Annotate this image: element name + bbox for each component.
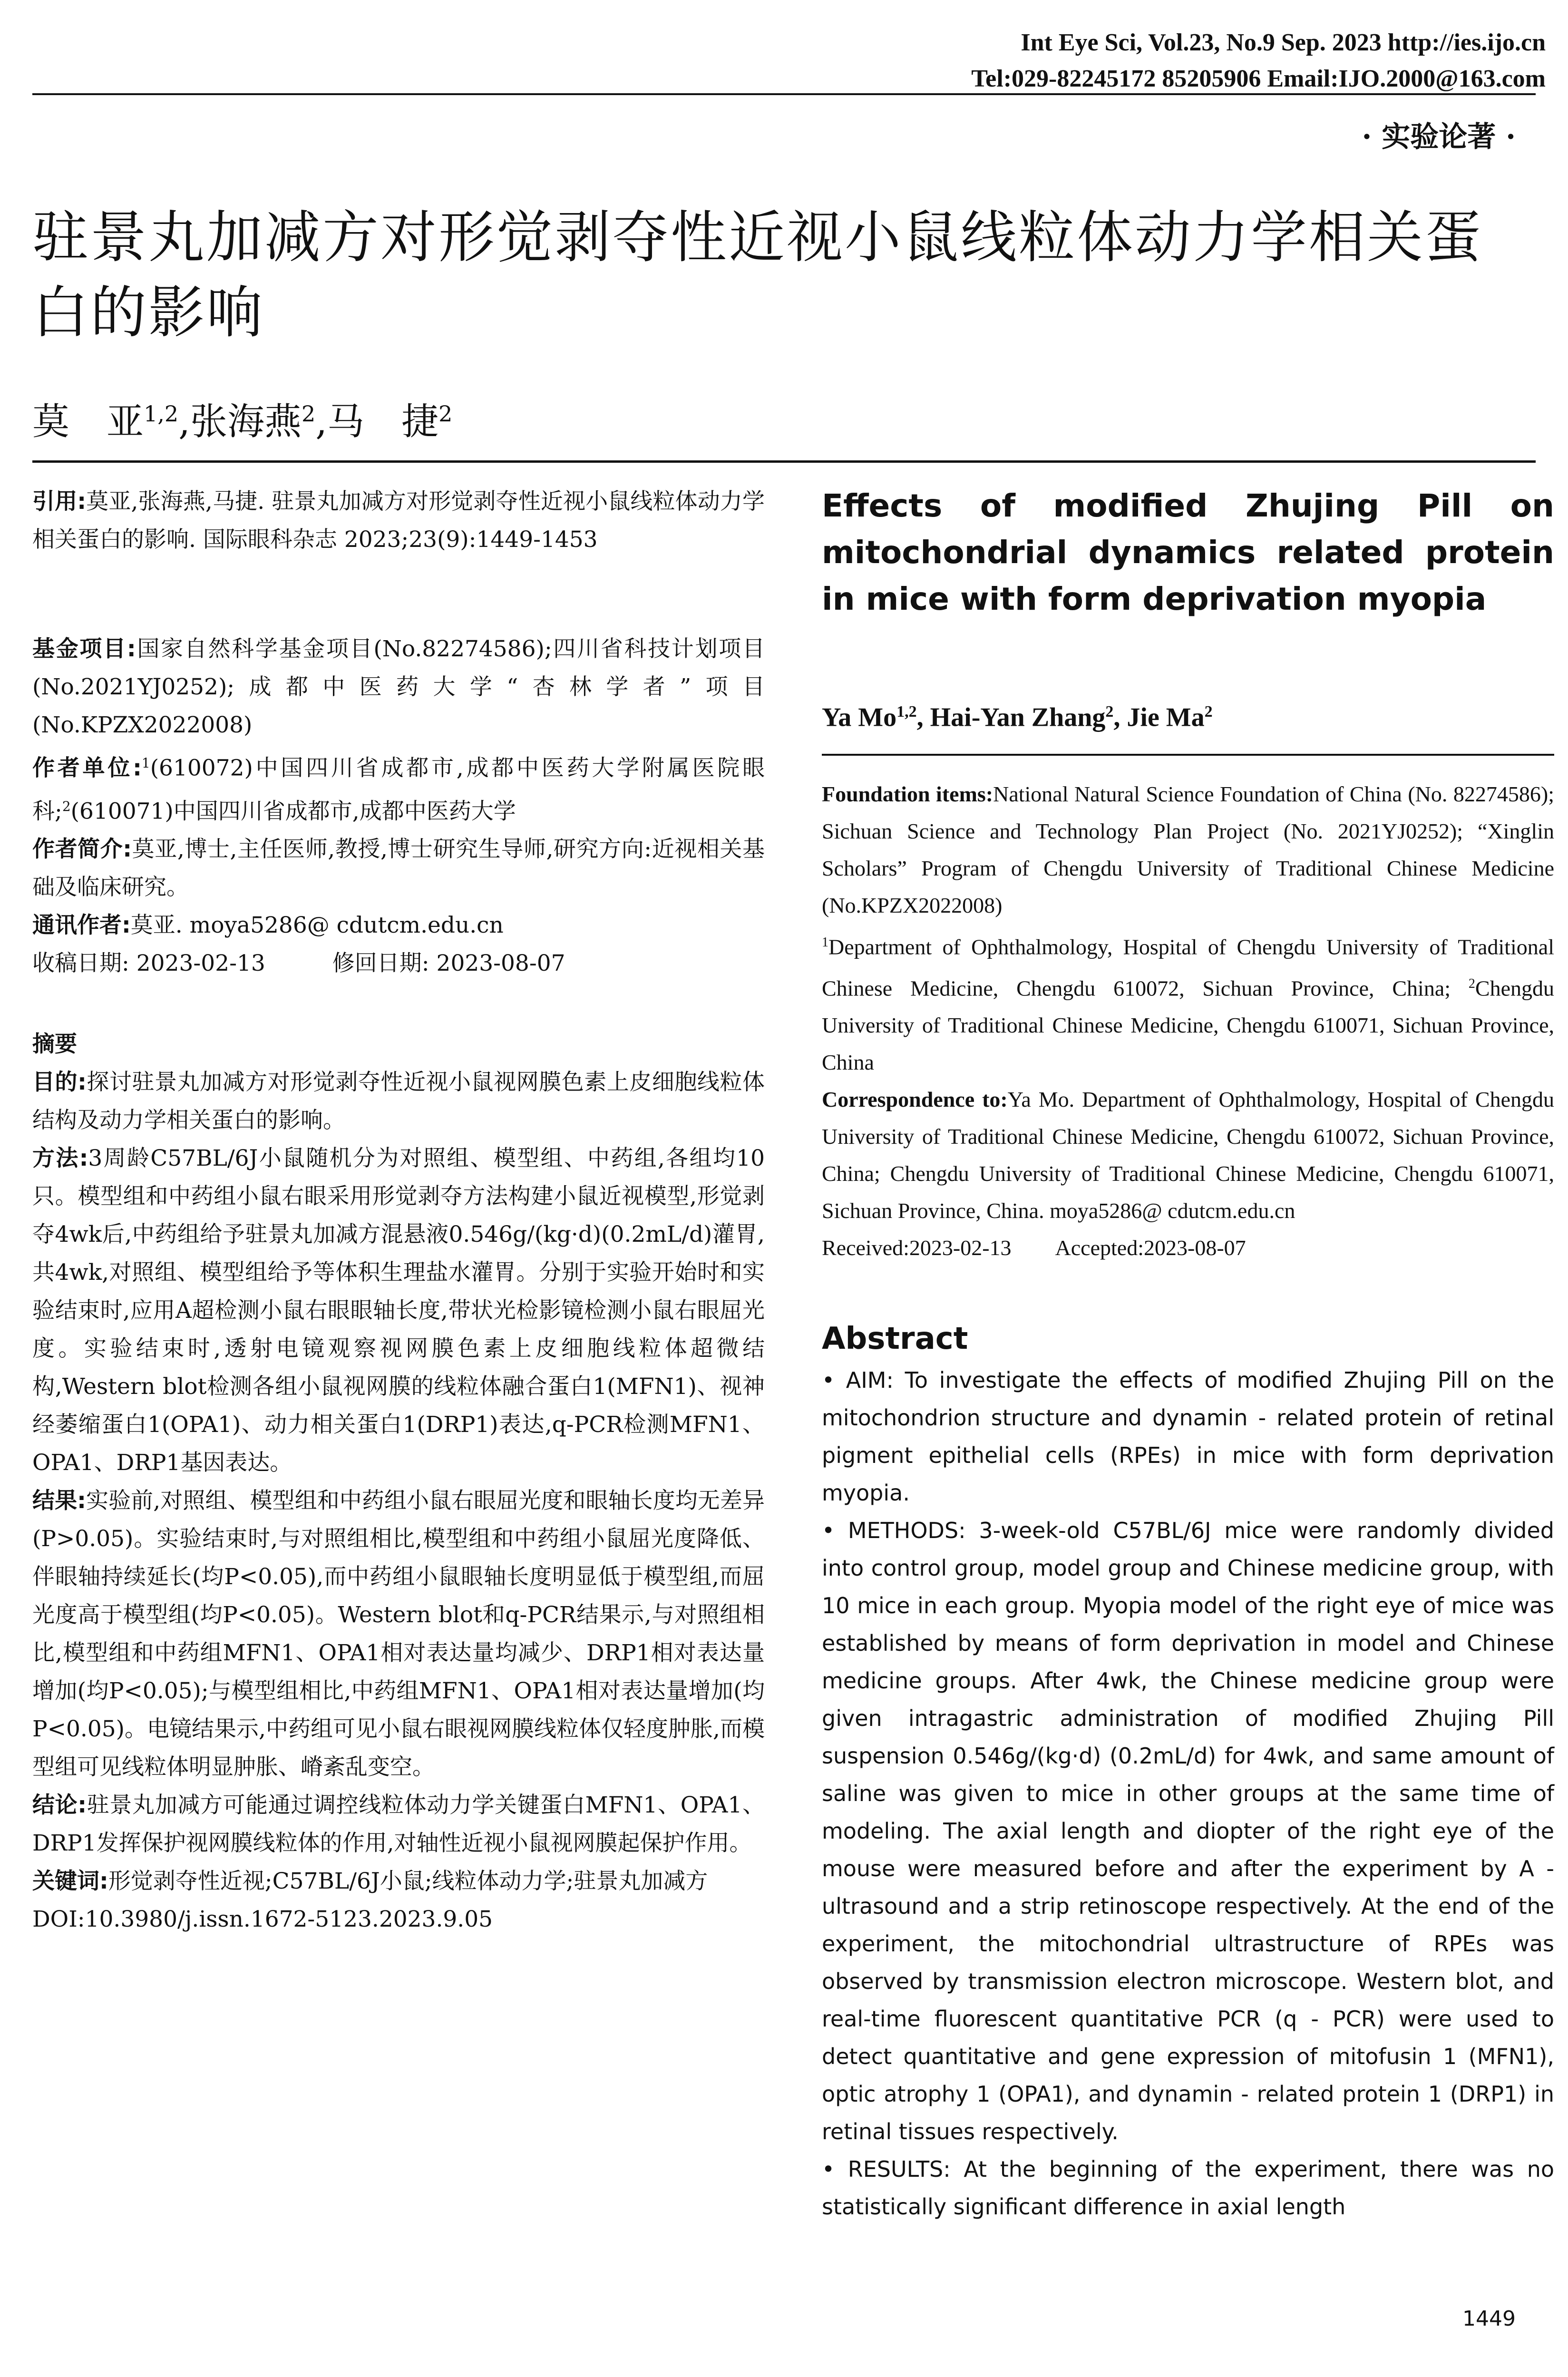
methods-label: 方法: [32, 1145, 88, 1172]
results-en: • RESULTS: At the beginning of the experiment, there was no statistically significant difference in axial length [822, 2156, 1554, 2220]
bio-text: 莫亚,博士,主任医师,教授,博士研究生导师,研究方向:近视相关基础及临床研究。 [32, 836, 765, 901]
fund-label: 基金项目: [32, 636, 136, 662]
fund [32, 630, 765, 744]
journal-header [571, 25, 1546, 97]
correspondence-text: Ya Mo. Department of Ophthalmology, Hospital of Chengdu University of Traditional Chinese Medicine, Chengdu 610072, Sichuan Province, China; Chengdu University of Traditional Chinese Medicine, Chengdu 610071, Sichuan Province, China. moya5286@ cdutcm.edu.cn [822, 1087, 1554, 1223]
unit: 作者单位:$^1$(610072)中国四川省成都市,成都中医药大学附属医院眼科;$^2$(610071)中国四川省成都市,成都中医药大学 [32, 755, 765, 825]
abstract-en [822, 1362, 1554, 2226]
header-line-1: Int Eye Sci, Vol.23, No.9 Sep. 2023 http://ies.ijo.cn [1021, 29, 1546, 56]
affiliations-en: $^1$Department of Ophthalmology, Hospital of Chengdu University of Traditional Chinese Medicine, Chengdu 610072, Sichuan Province, China; $^2$Chengdu University of Traditional Chinese Medicine, Chengdu 610071, Sichuan Province, China [822, 934, 1554, 1075]
keywords-label: 关键词: [32, 1868, 108, 1895]
corr-label: 通讯作者: [32, 912, 131, 939]
conclusion-label: 结论: [32, 1792, 87, 1819]
author-aff-en: 1,2 [896, 703, 917, 721]
author-name-en: Jie Ma [1127, 702, 1205, 732]
author-name-en: Hai-Yan Zhang [930, 702, 1106, 732]
author-aff-en: 2 [1204, 703, 1213, 721]
author-aff-en: 2 [1105, 703, 1114, 721]
accepted-en: Accepted:2023-08-07 [1055, 1236, 1246, 1260]
corr-text: 莫亚. moya5286@ cdutcm.edu.cn [130, 912, 504, 939]
header-rule [32, 93, 1536, 95]
fund-text: 国家自然科学基金项目(No.82274586);四川省科技计划项目(No.2021YJ0252);成都中医药大学“杏林学者”项目(No.KPZX2022008) [32, 636, 765, 738]
right-column [822, 483, 1554, 2226]
received-zh: 收稿日期: 2023-02-13 [32, 950, 265, 977]
left-column [32, 483, 765, 1939]
author-name: 莫 亚 [32, 400, 144, 443]
bio [32, 830, 765, 906]
citation-text: 莫亚,张海燕,马捷. 驻景丸加减方对形觉剥夺性近视小鼠线粒体动力学相关蛋白的影响. 国际眼科杂志 2023;23(9):1449-1453 [32, 488, 765, 553]
title-zh: 驻景丸加减方对形觉剥夺性近视小鼠线粒体动力学相关蛋白的影响 [32, 205, 1483, 345]
methods-text: 3周龄C57BL/6J小鼠随机分为对照组、模型组、中药组,各组均10只。模型组和中药组小鼠右眼采用形觉剥夺方法构建小鼠近视模型,形觉剥夺4wk后,中药组给予驻景丸加减方混悬液0.546g/(kg·d)(0.2mL/d)灌胃,共4wk,对照组、模型组给予等体积生理盐水灌胃。分别于实验开始时和实验结束时,应用A超检测小鼠右眼眼轴长度,带状光检影镜检测小鼠右眼屈光度。实验结束时,透射电镜观察视网膜色素上皮细胞线粒体超微结构,Western blot检测各组小鼠视网膜的线粒体融合蛋白1(MFN1)、视神经萎缩蛋白1(OPA1)、动力相关蛋白1(DRP1)表达,q-PCR检测MFN1、OPA1、DRP1基因表达。 [32, 1145, 765, 1476]
author-aff: 2 [301, 401, 316, 427]
citation-label: 引用: [32, 488, 87, 515]
bio-label: 作者简介: [32, 836, 132, 863]
keywords-zh [32, 1862, 765, 1900]
results-label: 结果: [32, 1488, 86, 1514]
aff-1-en: Department of Ophthalmology, Hospital of Chengdu University of Traditional Chinese Medicine, Chengdu 610072, Sichuan Province, China; [822, 934, 1554, 1001]
title-en: Effects of modified Zhujing Pill on mitochondrial dynamics related protein in mice with form deprivation myopia [822, 487, 1554, 617]
correspondence-label: Correspondence to: [822, 1087, 1008, 1112]
main-rule [32, 460, 1536, 463]
unit-label: 作者单位: [32, 755, 142, 781]
keywords-text: 形觉剥夺性近视;C57BL/6J小鼠;线粒体动力学;驻景丸加减方 [108, 1868, 708, 1895]
abstract-heading-zh: 摘要 [32, 1031, 77, 1058]
foundation-en [822, 776, 1554, 924]
conclusion-text: 驻景丸加减方可能通过调控线粒体动力学关键蛋白MFN1、OPA1、DRP1发挥保护视网膜线粒体的作用,对轴性近视小鼠视网膜起保护作用。 [32, 1792, 765, 1857]
received-en: Received:2023-02-13 [822, 1236, 1012, 1260]
author-name: 马 捷 [327, 400, 439, 443]
abstract-heading-en: Abstract [822, 1321, 968, 1357]
correspondence-zh [32, 906, 765, 945]
results-text: 实验前,对照组、模型组和中药组小鼠右眼屈光度和眼轴长度均无差异(P>0.05)。实验结束时,与对照组相比,模型组和中药组小鼠屈光度降低、伴眼轴持续延长(均P<0.05),而中药组小鼠眼轴长度明显低于模型组,而屈光度高于模型组(均P<0.05)。Western blot和q-PCR结果示,与对照组相比,模型组和中药组MFN1、OPA1相对表达量均减少、DRP1相对表达量增加(均P<0.05);与模型组相比,中药组MFN1、OPA1相对表达量增加(均P<0.05)。电镜结果示,中药组可见小鼠右眼视网膜线粒体仅轻度肿胀,而模型组可见线粒体明显肿胀、嵴紊乱变空。 [32, 1488, 765, 1781]
correspondence-en [822, 1081, 1554, 1229]
section-tag: · 实验论著 · [1362, 120, 1516, 154]
header-line-2: Tel:029-82245172 85205906 Email:IJO.2000@163.com [971, 65, 1546, 92]
foundation-label: Foundation items: [822, 781, 993, 806]
aim-zh [32, 1063, 765, 1140]
author-name: 张海燕 [190, 400, 302, 443]
methods-zh [32, 1140, 765, 1482]
aim-text: 探讨驻景丸加减方对形觉剥夺性近视小鼠视网膜色素上皮细胞线粒体结构及动力学相关蛋白的影响。 [32, 1069, 765, 1134]
authors-zh: 莫 亚$^{1,2}$,张海燕$^2$,马 捷$^2$ [32, 400, 453, 443]
aim-en: • AIM: To investigate the effects of modified Zhujing Pill on the mitochondrion structure and dynamin - related protein of retinal pigment epithelial cells (RPEs) in mice with form deprivation myopia. [822, 1367, 1554, 1506]
authors-en: Ya Mo$^{1,2}$, Hai-Yan Zhang$^2$, Jie Ma$^2$ [822, 702, 1213, 732]
unit-1: (610072)中国四川省成都市,成都中医药大学附属医院眼科; [32, 755, 765, 825]
doi: DOI:10.3980/j.issn.1672-5123.2023.9.05 [32, 1906, 493, 1933]
author-name-en: Ya Mo [822, 702, 897, 732]
methods-en: • METHODS: 3-week-old C57BL/6J mice were randomly divided into control group, model group and Chinese medicine group, with 10 mice in each group. Myopia model of the right eye of mice was established by means of form deprivation in model and Chinese medicine groups. After 4wk, the Chinese medicine group were given intragastric administration of modified Zhujing Pill suspension 0.546g/(kg·d) (0.2mL/d) for 4wk, and same amount of saline was given to mice in other groups at the same time of modeling. The axial length and diopter of the right eye of the mouse were measured before and after the experiment by A - ultrasound and a strip retinoscope respectively. At the end of the experiment, the mitochondrial ultrastructure of RPEs was observed by transmission electron microscope. Western blot, and real-time fluorescent quantitative PCR (q - PCR) were used to detect quantitative and gene expression of mitofusin 1 (MFN1), optic atrophy 1 (OPA1), and dynamin - related protein 1 (DRP1) in retinal tissues respectively. [822, 1518, 1554, 2145]
english-rule [822, 754, 1554, 756]
author-aff: 2 [438, 401, 453, 427]
conclusion-zh [32, 1786, 765, 1862]
citation [32, 483, 765, 559]
page-number: 1449 [1462, 2307, 1516, 2331]
aim-label: 目的: [32, 1069, 87, 1096]
front-info-en [822, 776, 1554, 1267]
accepted-zh: 修回日期: 2023-08-07 [332, 950, 565, 977]
aff-2-en: Chengdu University of Traditional Chinese Medicine, Chengdu 610071, Sichuan Province, China [822, 976, 1554, 1075]
author-aff: 1,2 [144, 401, 179, 427]
unit-2: (610071)中国四川省成都市,成都中医药大学 [70, 798, 516, 825]
foundation-text: National Natural Science Foundation of China (No. 82274586); Sichuan Science and Technology Plan Project (No. 2021YJ0252); “Xinglin Scholars” Program of Chengdu University of Traditional Chinese Medicine (No.KPZX2022008) [822, 781, 1554, 917]
dates-zh [32, 945, 765, 983]
results-zh [32, 1482, 765, 1786]
dates-en [822, 1229, 1554, 1266]
